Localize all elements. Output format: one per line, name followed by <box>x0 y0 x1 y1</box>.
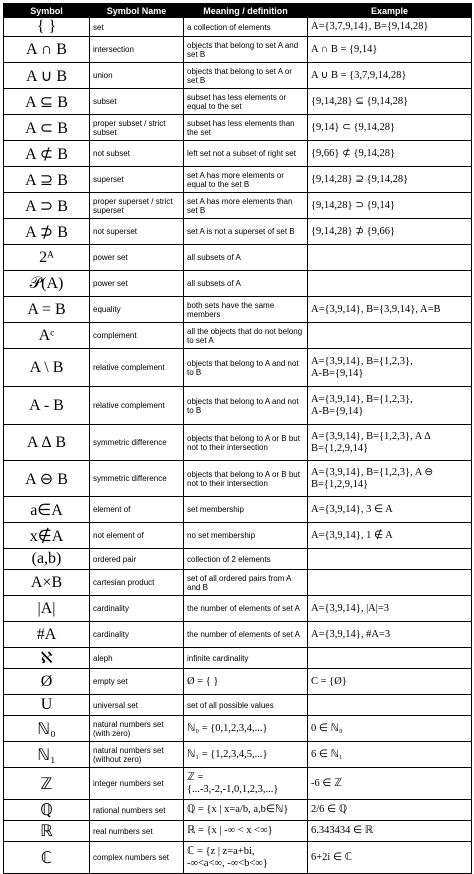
meaning-cell <box>184 768 308 800</box>
example-cell <box>308 63 472 89</box>
symbol-text: ℝ <box>40 823 53 840</box>
symbol-name-cell <box>90 570 184 596</box>
example-cell <box>308 37 472 63</box>
meaning-text: ℕ₀ = {0,1,2,3,4,...} <box>187 722 268 734</box>
example-cell <box>308 622 472 648</box>
table-row <box>4 461 472 497</box>
example-text: 2/6 ∈ ℚ <box>311 804 348 815</box>
example-text: {9,14,28} ⊃ {9,14} <box>311 199 396 211</box>
symbol-text: |A| <box>37 599 56 617</box>
meaning-cell <box>184 297 308 323</box>
example-cell <box>308 648 472 669</box>
symbol-text: A×B <box>30 573 63 591</box>
meaning-text: the number of elements of set A <box>187 630 300 639</box>
header-symbol: Symbol <box>4 4 90 18</box>
example-text: {9,66} ⊄ {9,14,28} <box>311 147 396 159</box>
symbol-text: A ∆ B <box>26 433 67 451</box>
example-text: A={3,9,14}, |A|=3 <box>311 602 390 614</box>
example-text: 6.343434 ∈ ℝ <box>311 825 374 836</box>
meaning-text: set A is not a superset of set B <box>187 227 295 236</box>
symbol-text: ℕ₀ <box>37 720 56 738</box>
example-cell <box>308 271 472 297</box>
table-row <box>4 669 472 695</box>
example-text: A={3,7,9,14}, B={9,14,28} <box>311 21 429 32</box>
symbol-text: (a,b) <box>31 550 62 567</box>
example-text: A={3,9,14}, B={1,2,3}, A ⊖ B={1,2,9,14} <box>311 466 434 490</box>
symbol-name-text: real numbers set <box>93 826 153 836</box>
example-cell <box>308 115 472 141</box>
symbol-name-cell <box>90 271 184 297</box>
table-row <box>4 425 472 461</box>
meaning-text: ℕ₁ = {1,2,3,4,5,...} <box>187 748 268 760</box>
example-text: {9,14,28} ⊆ {9,14,28} <box>311 95 409 107</box>
example-cell <box>308 461 472 497</box>
table-row <box>4 716 472 742</box>
table-row <box>4 18 472 37</box>
symbol-text: { } <box>36 18 57 35</box>
symbol-name-cell <box>90 193 184 219</box>
example-cell <box>308 842 472 874</box>
symbol-text: 2ᴬ <box>39 248 54 266</box>
meaning-cell <box>184 245 308 271</box>
symbol-text: ℂ <box>40 849 53 867</box>
example-cell <box>308 297 472 323</box>
example-text: A={3,9,14}, 3 ∈ A <box>311 503 393 515</box>
table-row <box>4 768 472 800</box>
example-cell <box>308 425 472 461</box>
meaning-text: subset has less elements or equal to the set <box>187 92 287 111</box>
meaning-text: ℤ = {...-3,-2,-1,0,1,2,3,...} <box>187 771 279 795</box>
meaning-text: all subsets of A <box>187 253 241 262</box>
meaning-cell <box>184 115 308 141</box>
symbol-cell <box>4 297 90 323</box>
example-text: 0 ∈ ℕ₀ <box>311 722 343 734</box>
symbol-text: U <box>40 696 53 713</box>
symbol-name-text: rational numbers set <box>93 805 166 815</box>
symbol-name-cell <box>90 245 184 271</box>
meaning-cell <box>184 219 308 245</box>
meaning-text: objects that belong to set A and set B <box>187 40 299 59</box>
meaning-cell <box>184 549 308 570</box>
symbol-name-text: complex numbers set <box>93 853 170 862</box>
symbol-name-text: element of <box>93 505 131 514</box>
symbol-text: #A <box>36 625 57 643</box>
meaning-cell <box>184 387 308 425</box>
symbol-name-text: proper subset / strict subset <box>93 118 166 137</box>
meaning-text: objects that belong to A and not to B <box>187 396 299 415</box>
symbol-name-cell <box>90 141 184 167</box>
meaning-cell <box>184 141 308 167</box>
table-row <box>4 37 472 63</box>
symbol-name-cell <box>90 461 184 497</box>
meaning-cell <box>184 821 308 842</box>
meaning-cell <box>184 842 308 874</box>
symbol-name-text: empty set <box>93 677 128 686</box>
table-row <box>4 570 472 596</box>
example-text: A ∩ B = {9,14} <box>311 43 378 55</box>
meaning-text: set A has more elements or equal to the set B <box>187 170 284 189</box>
example-cell <box>308 167 472 193</box>
meaning-text: ℚ = {x | x=a/b, a,b∈ℕ} <box>187 804 289 815</box>
example-cell <box>308 570 472 596</box>
symbol-name-cell <box>90 549 184 570</box>
symbol-name-cell <box>90 622 184 648</box>
example-text: A={3,9,14}, B={1,2,3}, A-B={9,14} <box>311 393 413 417</box>
example-cell <box>308 89 472 115</box>
example-cell <box>308 669 472 695</box>
meaning-cell <box>184 323 308 349</box>
symbol-cell <box>4 387 90 425</box>
symbol-cell <box>4 37 90 63</box>
meaning-text: set membership <box>187 505 244 514</box>
meaning-text: the number of elements of set A <box>187 604 300 613</box>
symbol-text: A ⊅ B <box>25 223 68 241</box>
symbol-text: ℕ₁ <box>37 746 56 764</box>
symbol-name-text: intersection <box>93 45 134 54</box>
symbol-name-cell <box>90 387 184 425</box>
symbol-cell <box>4 461 90 497</box>
table-row <box>4 695 472 716</box>
symbol-name-cell <box>90 695 184 716</box>
symbol-text: ℚ <box>40 802 53 819</box>
symbol-name-text: integer numbers set <box>93 779 164 788</box>
table-row <box>4 622 472 648</box>
symbol-name-cell <box>90 842 184 874</box>
table-row <box>4 141 472 167</box>
symbol-text: A \ B <box>29 358 64 376</box>
symbol-cell <box>4 245 90 271</box>
meaning-cell <box>184 596 308 622</box>
header-example: Example <box>308 4 472 18</box>
meaning-text: all the objects that do not belong to set A <box>187 326 303 345</box>
symbol-cell <box>4 115 90 141</box>
example-cell <box>308 549 472 570</box>
symbol-name-cell <box>90 716 184 742</box>
example-cell <box>308 323 472 349</box>
example-cell <box>308 596 472 622</box>
symbol-name-text: universal set <box>93 700 138 710</box>
symbol-name-cell <box>90 349 184 387</box>
meaning-text: set A has more elements than set B <box>187 196 293 215</box>
symbol-name-cell <box>90 497 184 523</box>
symbol-cell <box>4 570 90 596</box>
symbol-name-cell <box>90 115 184 141</box>
meaning-text: no set membership <box>187 531 256 540</box>
example-cell <box>308 716 472 742</box>
symbol-text: A ∩ B <box>26 40 67 58</box>
symbol-name-cell <box>90 800 184 821</box>
set-symbols-table <box>3 3 472 874</box>
header-symbol-name: Symbol Name <box>90 4 184 18</box>
table-header-row <box>4 4 472 18</box>
symbol-cell <box>4 821 90 842</box>
meaning-text: set of all ordered pairs from A and B <box>187 573 292 592</box>
table-row <box>4 297 472 323</box>
meaning-cell <box>184 37 308 63</box>
symbol-name-cell <box>90 167 184 193</box>
symbol-cell <box>4 523 90 549</box>
symbol-name-text: subset <box>93 97 117 106</box>
table-row <box>4 193 472 219</box>
table-row <box>4 89 472 115</box>
symbol-name-text: cardinality <box>93 630 130 639</box>
table-row <box>4 323 472 349</box>
meaning-cell <box>184 18 308 37</box>
example-text: {9,14,28} ⊇ {9,14,28} <box>311 173 409 185</box>
symbol-cell <box>4 800 90 821</box>
symbol-text: Aᶜ <box>38 326 55 344</box>
symbol-cell <box>4 425 90 461</box>
symbol-name-text: proper superset / strict superset <box>93 196 173 215</box>
meaning-text: collection of 2 elements <box>187 554 271 564</box>
symbol-cell <box>4 271 90 297</box>
symbol-name-text: complement <box>93 331 137 340</box>
meaning-text: objects that belong to A or B but not to their intersection <box>187 433 300 452</box>
example-text: 6+2i ∈ ℂ <box>311 851 353 863</box>
symbol-cell <box>4 669 90 695</box>
symbol-name-text: symmetric difference <box>93 474 167 483</box>
meaning-cell <box>184 716 308 742</box>
example-cell <box>308 245 472 271</box>
meaning-cell <box>184 63 308 89</box>
symbol-name-text: power set <box>93 253 128 262</box>
symbol-name-text: natural numbers set (without zero) <box>93 745 164 764</box>
symbol-text: 𝒫(A) <box>29 274 64 292</box>
example-text: A={3,9,14}, B={1,2,3}, A ∆ B={1,2,9,14} <box>311 430 431 454</box>
symbol-name-cell <box>90 596 184 622</box>
symbol-name-text: not superset <box>93 227 138 236</box>
example-cell <box>308 821 472 842</box>
table-row <box>4 821 472 842</box>
symbol-name-cell <box>90 219 184 245</box>
meaning-text: Ø = { } <box>187 675 219 687</box>
meaning-cell <box>184 193 308 219</box>
example-cell <box>308 141 472 167</box>
meaning-cell <box>184 425 308 461</box>
symbol-text: A - B <box>29 396 64 414</box>
symbol-name-text: natural numbers set (with zero) <box>93 719 164 738</box>
meaning-cell <box>184 523 308 549</box>
symbol-cell <box>4 18 90 37</box>
meaning-cell <box>184 497 308 523</box>
symbol-name-cell <box>90 18 184 37</box>
meaning-cell <box>184 742 308 768</box>
symbol-name-cell <box>90 821 184 842</box>
meaning-cell <box>184 695 308 716</box>
symbol-name-cell <box>90 669 184 695</box>
symbol-name-text: power set <box>93 279 128 288</box>
example-cell <box>308 497 472 523</box>
symbol-cell <box>4 167 90 193</box>
meaning-text: subset has less elements than the set <box>187 118 295 137</box>
symbol-name-cell <box>90 425 184 461</box>
meaning-cell <box>184 570 308 596</box>
meaning-text: both sets have the same members <box>187 300 275 319</box>
meaning-text: left set not a subset of right set <box>187 149 296 158</box>
symbol-text: A ⊆ B <box>25 93 68 111</box>
symbol-cell <box>4 323 90 349</box>
table-body <box>4 18 472 874</box>
meaning-text: a collection of elements <box>187 22 271 32</box>
symbol-text: A ⊃ B <box>25 197 68 215</box>
symbol-cell <box>4 63 90 89</box>
meaning-text: objects that belong to set A or set B <box>187 66 292 85</box>
example-text: A ∪ B = {3,7,9,14,28} <box>311 69 407 81</box>
table-row <box>4 842 472 874</box>
symbol-text: A ⊄ B <box>25 145 68 163</box>
symbol-name-cell <box>90 648 184 669</box>
header-meaning: Meaning / definition <box>184 4 308 18</box>
symbol-cell <box>4 768 90 800</box>
symbol-text: A ⊂ B <box>25 119 68 137</box>
symbol-cell <box>4 842 90 874</box>
meaning-cell <box>184 167 308 193</box>
symbol-text: A ⊇ B <box>25 171 68 189</box>
example-cell <box>308 219 472 245</box>
table-row <box>4 115 472 141</box>
meaning-text: objects that belong to A or B but not to their intersection <box>187 469 300 488</box>
symbol-text: ℤ <box>40 775 53 793</box>
example-cell <box>308 768 472 800</box>
meaning-cell <box>184 800 308 821</box>
symbol-cell <box>4 89 90 115</box>
table-row <box>4 596 472 622</box>
meaning-cell <box>184 89 308 115</box>
table-row <box>4 523 472 549</box>
example-cell <box>308 800 472 821</box>
symbol-name-cell <box>90 89 184 115</box>
symbol-text: A ∪ B <box>25 67 68 85</box>
symbol-name-text: not element of <box>93 531 144 540</box>
symbol-cell <box>4 648 90 669</box>
table-row <box>4 167 472 193</box>
symbol-text: A ⊖ B <box>25 470 68 488</box>
symbol-name-text: cartesian product <box>93 578 155 587</box>
meaning-text: ℂ = {z | z=a+bi, -∞<a<∞, -∞<b<∞} <box>187 845 268 869</box>
example-text: A={3,9,14}, B={3,9,14}, A=B <box>311 303 441 315</box>
meaning-text: set of all possible values <box>187 700 274 710</box>
example-cell <box>308 695 472 716</box>
meaning-text: ℝ = {x | -∞ < x <∞} <box>187 825 273 836</box>
meaning-text: objects that belong to A and not to B <box>187 358 299 377</box>
symbol-cell <box>4 219 90 245</box>
meaning-cell <box>184 648 308 669</box>
table-row <box>4 549 472 570</box>
symbol-cell <box>4 497 90 523</box>
symbol-cell <box>4 622 90 648</box>
symbol-name-cell <box>90 63 184 89</box>
example-cell <box>308 349 472 387</box>
table-row <box>4 742 472 768</box>
table-row <box>4 349 472 387</box>
table-row <box>4 219 472 245</box>
table-row <box>4 800 472 821</box>
symbol-cell <box>4 349 90 387</box>
symbol-cell <box>4 549 90 570</box>
symbol-name-text: relative complement <box>93 363 165 372</box>
symbol-name-cell <box>90 523 184 549</box>
meaning-cell <box>184 461 308 497</box>
example-cell <box>308 742 472 768</box>
symbol-name-cell <box>90 323 184 349</box>
symbol-name-cell <box>90 297 184 323</box>
example-text: A={3,9,14}, B={1,2,3}, A-B={9,14} <box>311 355 413 379</box>
symbol-name-text: relative complement <box>93 401 165 410</box>
symbol-cell <box>4 716 90 742</box>
meaning-text: infinite cardinality <box>187 653 249 663</box>
example-text: A={3,9,14}, #A=3 <box>311 628 391 640</box>
symbol-name-text: cardinality <box>93 604 130 613</box>
symbol-name-cell <box>90 768 184 800</box>
symbol-text: ℵ <box>40 650 53 667</box>
example-cell <box>308 523 472 549</box>
meaning-cell <box>184 349 308 387</box>
meaning-text: all subsets of A <box>187 279 241 288</box>
symbol-name-cell <box>90 37 184 63</box>
meaning-cell <box>184 622 308 648</box>
symbol-cell <box>4 141 90 167</box>
symbol-name-cell <box>90 742 184 768</box>
table-row <box>4 245 472 271</box>
example-cell <box>308 18 472 37</box>
table-row <box>4 387 472 425</box>
symbol-name-text: equality <box>93 305 121 314</box>
example-text: -6 ∈ ℤ <box>311 777 342 789</box>
symbol-name-text: union <box>93 71 113 80</box>
symbol-name-text: ordered pair <box>93 554 137 564</box>
symbol-name-text: set <box>93 22 104 32</box>
example-text: A={3,9,14}, 1 ∉ A <box>311 529 393 541</box>
meaning-cell <box>184 669 308 695</box>
table-row <box>4 497 472 523</box>
symbol-cell <box>4 193 90 219</box>
symbol-name-text: aleph <box>93 653 113 663</box>
example-cell <box>308 387 472 425</box>
symbol-text: Ø <box>40 672 53 690</box>
table-row <box>4 648 472 669</box>
table-row <box>4 63 472 89</box>
symbol-cell <box>4 695 90 716</box>
example-text: C = {Ø} <box>311 675 347 687</box>
symbol-text: x∉A <box>29 527 64 545</box>
example-text: 6 ∈ ℕ₁ <box>311 748 343 760</box>
symbol-cell <box>4 742 90 768</box>
symbol-text: a∈A <box>30 501 63 519</box>
table-row <box>4 271 472 297</box>
example-cell <box>308 193 472 219</box>
meaning-cell <box>184 271 308 297</box>
symbol-name-text: symmetric difference <box>93 438 167 447</box>
symbol-text: A = B <box>27 300 66 318</box>
symbol-name-text: superset <box>93 175 124 184</box>
example-text: {9,14,28} ⊅ {9,66} <box>311 225 396 237</box>
symbol-cell <box>4 596 90 622</box>
example-text: {9,14} ⊂ {9,14,28} <box>311 121 396 133</box>
symbol-name-text: not subset <box>93 149 130 158</box>
